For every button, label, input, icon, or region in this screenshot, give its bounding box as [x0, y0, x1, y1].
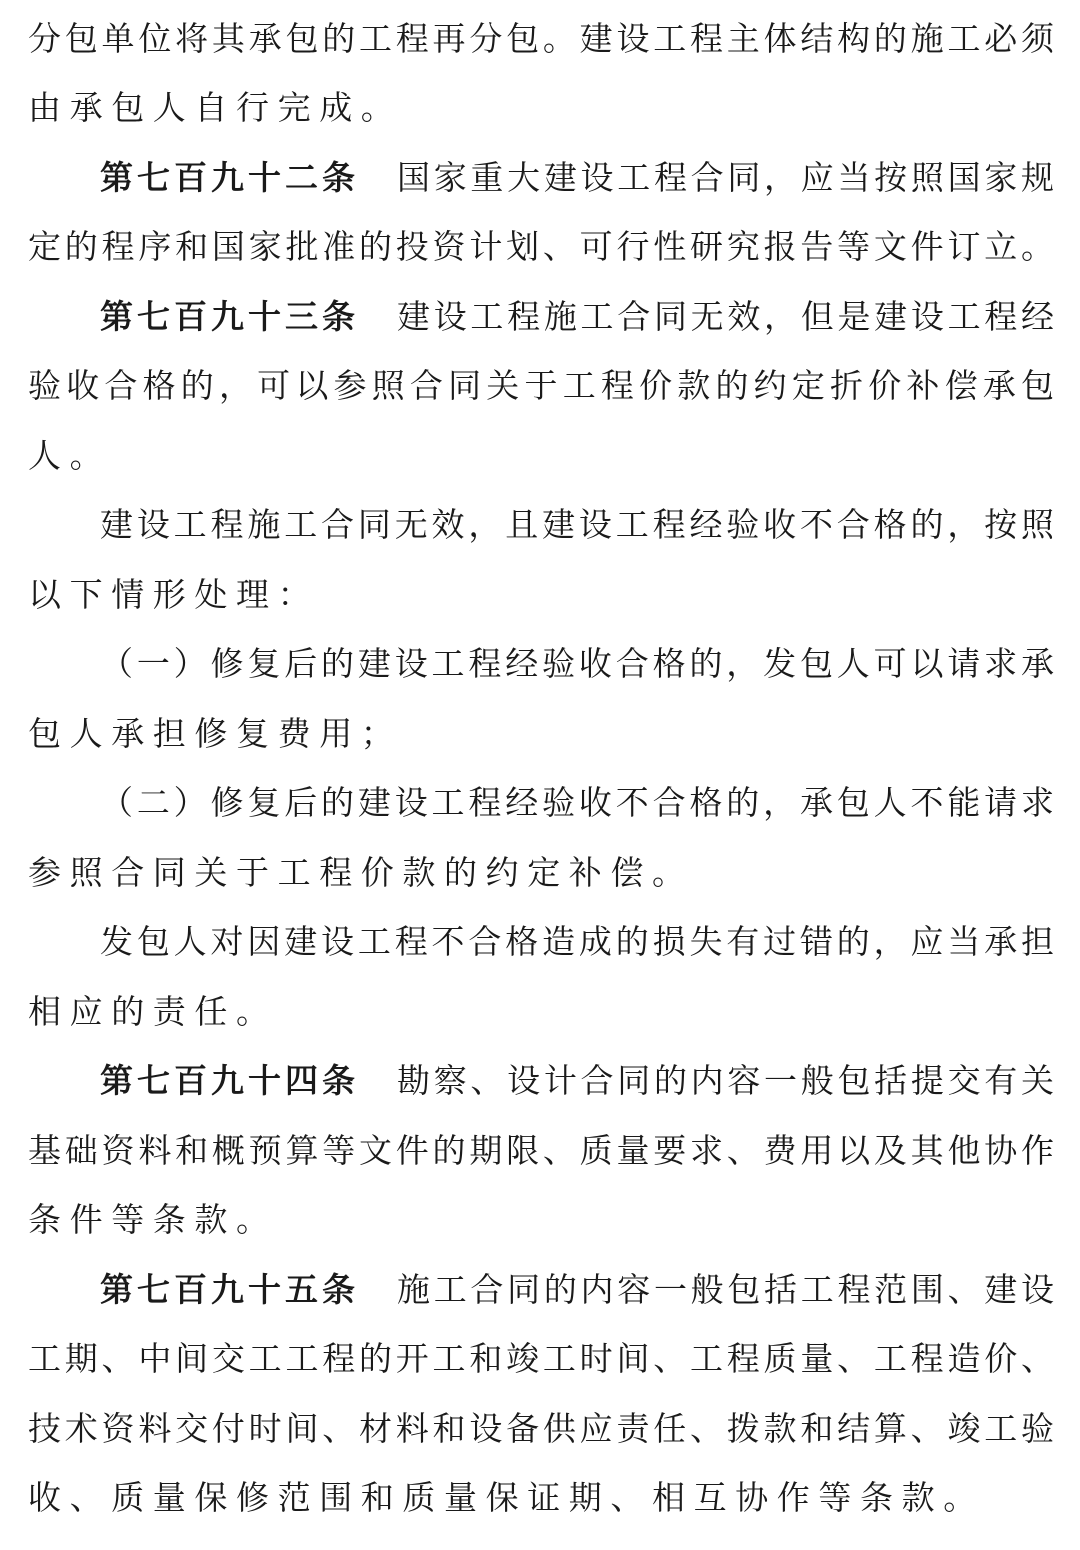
article-number: 第七百九十三条	[100, 297, 359, 336]
article-text: 建设工程施工合同无效，但是建设工程经	[397, 297, 1054, 336]
article-792-heading-line	[100, 158, 1054, 230]
text-line	[28, 1409, 1054, 1481]
text-line	[28, 366, 1054, 438]
text-line-content: 发包人对因建设工程不合格造成的损失有过错的，应当承担	[100, 922, 1054, 961]
article-795-heading-line	[100, 1270, 1054, 1342]
text-line-content: 收、质量保修范围和质量保证期、相互协作等条款。	[28, 1478, 985, 1517]
text-line	[28, 436, 1054, 508]
article-number: 第七百九十五条	[100, 1270, 359, 1309]
text-line-content: 条件等条款。	[28, 1200, 278, 1239]
text-line	[100, 783, 1054, 855]
text-line	[100, 505, 1054, 577]
text-line-content: 人。	[28, 436, 112, 475]
text-line-content: 基础资料和概预算等文件的期限、质量要求、费用以及其他协作	[28, 1131, 1054, 1170]
text-line-content: 由承包人自行完成。	[28, 88, 403, 127]
text-line	[28, 1200, 1054, 1272]
text-line-content: 工期、中间交工工程的开工和竣工时间、工程质量、工程造价、	[28, 1339, 1054, 1378]
text-line	[28, 19, 1054, 91]
article-number: 第七百九十二条	[100, 158, 359, 197]
text-line-content: 包人承担修复费用；	[28, 714, 403, 753]
text-line-content: 以下情形处理：	[28, 575, 320, 614]
text-line	[28, 853, 1054, 925]
text-line-content: 参照合同关于工程价款的约定补偿。	[28, 853, 694, 892]
text-line-content: 验收合格的，可以参照合同关于工程价款的约定折价补偿承包	[28, 366, 1054, 405]
text-line	[28, 1131, 1054, 1203]
text-line	[28, 992, 1054, 1064]
text-line-content: 分包单位将其承包的工程再分包。建设工程主体结构的施工必须	[28, 19, 1054, 58]
article-text: 国家重大建设工程合同，应当按照国家规	[397, 158, 1054, 197]
article-text: 施工合同的内容一般包括工程范围、建设	[397, 1270, 1054, 1309]
text-line-content: （一）修复后的建设工程经验收合格的，发包人可以请求承	[100, 644, 1054, 683]
text-line-content: 建设工程施工合同无效，且建设工程经验收不合格的，按照	[100, 505, 1054, 544]
text-line	[28, 714, 1054, 786]
article-793-heading-line	[100, 297, 1054, 369]
text-line-content: 技术资料交付时间、材料和设备供应责任、拨款和结算、竣工验	[28, 1409, 1054, 1448]
text-line-content: 相应的责任。	[28, 992, 278, 1031]
article-794-heading-line	[100, 1061, 1054, 1133]
text-line	[28, 1339, 1054, 1411]
text-line	[28, 227, 1054, 299]
text-line	[28, 575, 1054, 647]
text-line-content: 定的程序和国家批准的投资计划、可行性研究报告等文件订立。	[28, 227, 1054, 266]
text-line-content: （二）修复后的建设工程经验收不合格的，承包人不能请求	[100, 783, 1054, 822]
article-text: 勘察、设计合同的内容一般包括提交有关	[397, 1061, 1054, 1100]
text-line	[100, 922, 1054, 994]
text-line	[28, 88, 1054, 160]
article-number: 第七百九十四条	[100, 1061, 359, 1100]
text-line	[28, 1478, 1054, 1550]
text-line	[100, 644, 1054, 716]
